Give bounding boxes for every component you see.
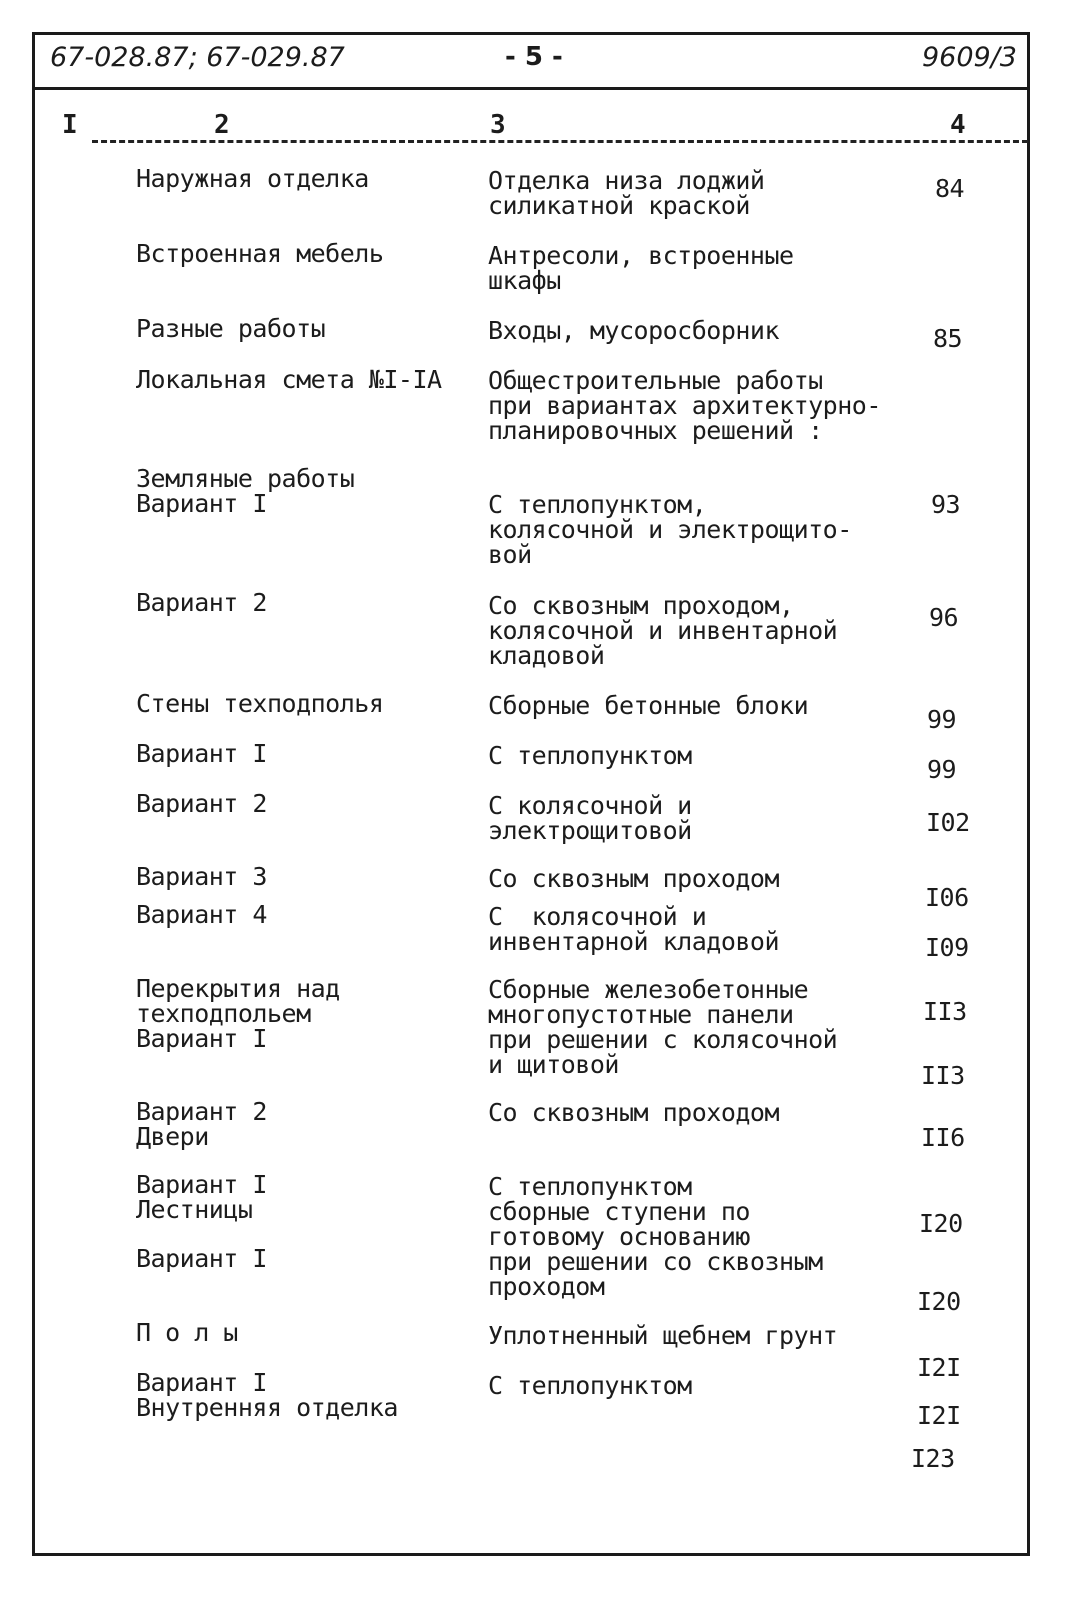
work-description: С колясочной и инвентарной кладовой — [488, 902, 780, 956]
section-name: Вариант 2 Двери — [136, 1097, 267, 1151]
work-description: Уплотненный щебнем грунт — [488, 1321, 838, 1350]
section-name: Разные работы — [136, 314, 326, 343]
page-reference: I20 — [917, 1287, 961, 1316]
work-description: Со сквозным проходом — [488, 1098, 780, 1127]
page-reference: II6 — [921, 1123, 965, 1152]
column-number-4: 4 — [950, 110, 966, 140]
column-number-3: 3 — [490, 110, 506, 140]
work-description: С теплопунктом сборные ступени по готовому основанию при решении со сквозным проходом — [488, 1172, 823, 1301]
section-name: Вариант I — [136, 739, 267, 768]
page-reference: 85 — [933, 324, 963, 353]
section-name: Локальная смета №I-IA — [136, 365, 442, 394]
page-reference: I23 — [911, 1444, 955, 1473]
column-header-dashes — [92, 140, 1028, 143]
page-reference: 99 — [927, 705, 957, 734]
page-reference: 93 — [931, 490, 961, 519]
work-description: С теплопунктом — [488, 1371, 692, 1400]
page-reference: I20 — [919, 1209, 963, 1238]
section-name: Наружная отделка — [136, 164, 369, 193]
section-name: Вариант I Внутренняя отделка — [136, 1368, 398, 1422]
page-reference: I09 — [925, 933, 969, 962]
work-description: Со сквозным проходом — [488, 864, 780, 893]
section-name: Стены техподполья — [136, 689, 384, 718]
work-description: Общестроительные работы при вариантах архитектурно- планировочных решений : — [488, 366, 881, 445]
column-number-2: 2 — [214, 110, 230, 140]
work-description: Входы, мусоросборник — [488, 316, 780, 345]
page-number: - 5 - — [505, 42, 563, 72]
document-codes: 67-028.87; 67-029.87 — [50, 42, 345, 73]
section-name: Земляные работы Вариант I — [136, 464, 355, 518]
sheet-number: 9609/3 — [922, 42, 1017, 73]
work-description: Со сквозным проходом, колясочной и инвентарной кладовой — [488, 591, 838, 670]
work-description: С теплопунктом — [488, 741, 692, 770]
work-description: С теплопунктом, колясочной и электрощито- вой — [488, 490, 852, 569]
section-name: Перекрытия над техподпольем Вариант I — [136, 974, 340, 1053]
section-name: Вариант 3 — [136, 862, 267, 891]
work-description: С колясочной и электрощитовой — [488, 791, 692, 845]
column-number-1: I — [62, 110, 78, 140]
page-reference: II3 — [921, 1061, 965, 1090]
page-reference: I02 — [926, 808, 970, 837]
page-reference: I06 — [925, 883, 969, 912]
page-reference: I2I — [917, 1401, 961, 1430]
section-name: П о л ы — [136, 1318, 238, 1347]
work-description: Антресоли, встроенные шкафы — [488, 241, 794, 295]
work-description: Сборные железобетонные многопустотные панели при решении с колясочной и щитовой — [488, 975, 838, 1079]
work-description: Сборные бетонные блоки — [488, 691, 809, 720]
section-name: Встроенная мебель — [136, 239, 384, 268]
section-name: Вариант I — [136, 1244, 267, 1273]
page-reference: I2I — [917, 1353, 961, 1382]
page-reference: II3 — [923, 997, 967, 1026]
page-reference: 99 — [927, 755, 957, 784]
section-name: Вариант 2 — [136, 789, 267, 818]
section-name: Вариант 2 — [136, 588, 267, 617]
section-name: Вариант 4 — [136, 900, 267, 929]
work-description: Отделка низа лоджий силикатной краской — [488, 166, 765, 220]
header-rule — [35, 87, 1027, 90]
page-reference: 96 — [929, 603, 959, 632]
page-reference: 84 — [935, 174, 965, 203]
section-name: Вариант I Лестницы — [136, 1170, 267, 1224]
